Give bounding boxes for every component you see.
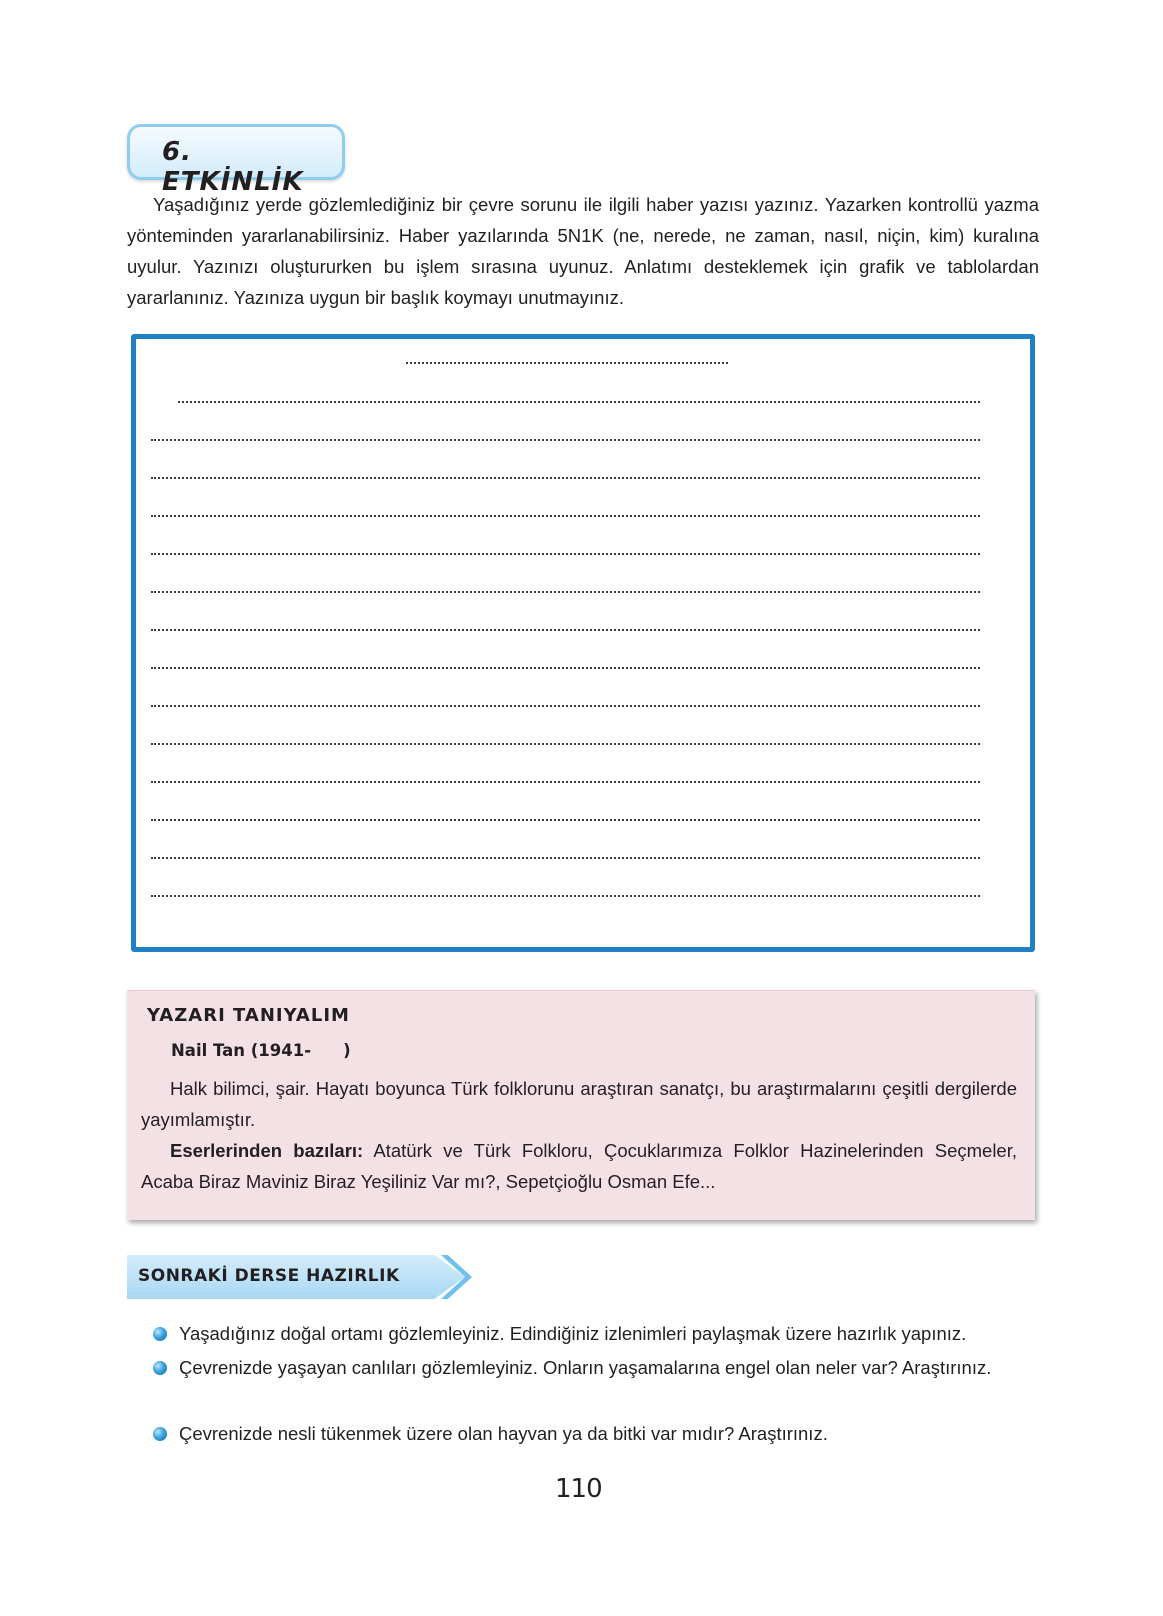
author-works-text: Atatürk ve Türk Folkloru, Çocuklarımıza Folklor Hazinelerinden Seçmeler, Acaba Biraz Maviniz Biraz Yeşiliniz Var mı?, Sepetçioğlu Osman Efe... bbox=[141, 1140, 1017, 1192]
bullet-icon bbox=[153, 1427, 167, 1441]
activity-badge bbox=[127, 124, 345, 197]
next-lesson-item bbox=[127, 1352, 1039, 1383]
writing-line[interactable] bbox=[151, 857, 980, 859]
title-line[interactable] bbox=[406, 362, 728, 364]
next-lesson-item-text: Yaşadığınız doğal ortamı gözlemleyiniz. Edindiğiniz izlenimleri paylaşmak üzere hazırlık yapınız. bbox=[179, 1323, 967, 1344]
next-lesson-title: SONRAKİ DERSE HAZIRLIK bbox=[138, 1266, 400, 1286]
next-lesson-item bbox=[127, 1418, 1039, 1449]
next-lesson-item-text: Çevrenizde yaşayan canlıları gözlemleyiniz. Onların yaşamalarına engel olan neler var? Araştırınız. bbox=[179, 1357, 992, 1378]
activity-instructions bbox=[127, 189, 1039, 313]
bullet-icon bbox=[153, 1361, 167, 1375]
writing-line[interactable] bbox=[151, 819, 980, 821]
next-lesson-item-text: Çevrenizde nesli tükenmek üzere olan hayvan ya da bitki var mıdır? Araştırınız. bbox=[179, 1423, 828, 1444]
writing-line[interactable] bbox=[151, 667, 980, 669]
author-card-title: YAZARI TANIYALIM bbox=[147, 1005, 350, 1026]
author-bio-text: Halk bilimci, şair. Hayatı boyunca Türk folklorunu araştıran sanatçı, bu araştırmalarını çeşitli dergilerde yayımlamıştır. bbox=[141, 1078, 1017, 1130]
writing-line[interactable] bbox=[151, 591, 980, 593]
author-name bbox=[171, 1041, 351, 1060]
writing-line[interactable] bbox=[151, 629, 980, 631]
writing-area[interactable] bbox=[131, 334, 1035, 952]
next-lesson-item bbox=[127, 1318, 1039, 1349]
writing-line[interactable] bbox=[151, 477, 980, 479]
activity-badge-label: 6. ETKİNLİK bbox=[162, 137, 304, 197]
activity-instructions-text: Yaşadığınız yerde gözlemlediğiniz bir çevre sorunu ile ilgili haber yazısı yazınız. Yazarken kontrollü yazma yönteminden yararlanabilirsiniz. Haber yazılarında 5N1K (ne, nerede, ne zaman, nasıl, niçin, kim) kuralına uyulur. Yazınızı oluştururken bu işlem sırasına uyunuz. Anlatımı desteklemek için grafik ve tablolardan yararlanınız. Yazınıza uygun bir başlık koymayı unutmayınız. bbox=[127, 194, 1039, 308]
writing-line[interactable] bbox=[151, 743, 980, 745]
writing-line[interactable] bbox=[178, 401, 980, 403]
writing-line[interactable] bbox=[151, 439, 980, 441]
writing-line[interactable] bbox=[151, 781, 980, 783]
author-card bbox=[127, 990, 1035, 1220]
author-works-label: Eserlerinden bazıları: bbox=[170, 1140, 364, 1161]
writing-line[interactable] bbox=[151, 895, 980, 897]
author-name-close: ) bbox=[343, 1041, 351, 1060]
bullet-icon bbox=[153, 1327, 167, 1341]
page-number: 110 bbox=[555, 1474, 602, 1504]
author-works bbox=[141, 1135, 1017, 1197]
writing-line[interactable] bbox=[151, 553, 980, 555]
writing-line[interactable] bbox=[151, 515, 980, 517]
writing-line[interactable] bbox=[151, 705, 980, 707]
author-name-text: Nail Tan (1941- bbox=[171, 1041, 312, 1060]
author-bio bbox=[141, 1073, 1017, 1135]
